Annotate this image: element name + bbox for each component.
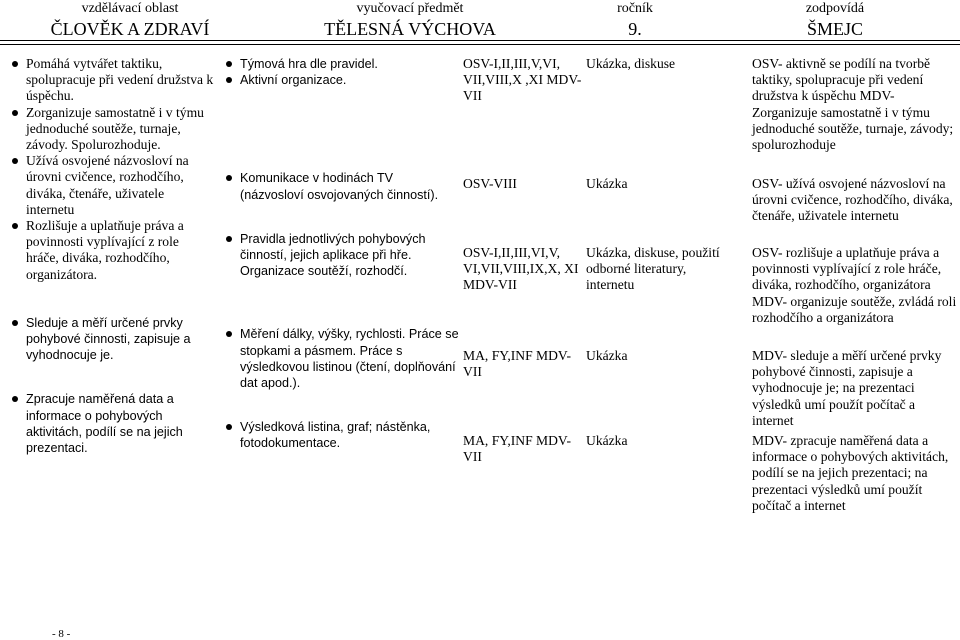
curriculum-item: Měření dálky, výšky, rychlosti. Práce se stopkami a pásmem. Práce s výsledkovou listinou (čtení, doplňování dat apod.).	[224, 326, 459, 391]
method-cell: Ukázka, diskuse	[586, 56, 676, 71]
outcome-item: Zpracuje naměřená data a informace o pohybových aktivitách, podílí se na jejich prezentaci.	[10, 391, 215, 456]
header-label-responsible: zodpovídá	[805, 1, 865, 16]
notes-cell: MDV- zpracuje naměřená data a informace o pohybových aktivitách, podílí se na jejich prezentaci; na prezentaci výsledků umí použít počítač a internet	[752, 433, 949, 513]
outcome-item: Rozlišuje a uplatňuje práva a povinnosti vyplívající z role hráče, diváka, rozhodčího, organizátora.	[10, 218, 215, 283]
themes-cell: MA, FY,INF MDV-VII	[463, 433, 572, 465]
outcome-item: Sleduje a měří určené prvky pohybové činnosti, zapisuje a vyhodnocuje je.	[10, 315, 215, 364]
method-cell: Ukázka	[586, 433, 628, 448]
curriculum-item: Týmová hra dle pravidel.	[224, 56, 459, 72]
notes-cell: OSV- užívá osvojené názvosloví na úrovni cvičence, rozhodčího, diváka, čtenáře, uživatele internetu	[752, 176, 953, 224]
notes-cell: OSV- rozlišuje a uplatňuje práva a povinnosti vyplívající z role hráče, diváka, rozhodčího, organizátora MDV- organizuje soutěže, zvládá roli rozhodčího a organizátora	[752, 245, 957, 325]
outcome-item: Zorganizuje samostatně i v týmu jednoduché soutěže, turnaje, závody. Spolurozhoduje.	[10, 105, 215, 154]
method-cell: Ukázka, diskuse, použití odborné literatury, internetu	[586, 245, 720, 293]
method-cell: Ukázka	[586, 348, 628, 363]
outcomes-column	[10, 56, 215, 456]
header-labels-row	[0, 0, 960, 18]
notes-cell: MDV- sleduje a měří určené prvky pohybové činnosti, zapisuje a vyhodnocuje je; na prezentaci výsledků umí použít počítač a internet	[752, 348, 942, 428]
header-divider-bottom	[0, 44, 960, 45]
header-value-grade: 9.	[628, 19, 642, 39]
curriculum-item: Aktivní organizace.	[224, 72, 459, 88]
method-cell: Ukázka	[586, 176, 628, 191]
outcome-item: Užívá osvojené názvosloví na úrovni cvičence, rozhodčího, diváka, čtenáře, uživatele internetu	[10, 153, 215, 218]
outcome-item: Pomáhá vytvářet taktiku, spolupracuje při vedení družstva k úspěchu.	[10, 56, 215, 105]
header-value-responsible: ŠMEJC	[806, 19, 864, 39]
themes-cell: OSV-I,II,III,VI,V, VI,VII,VIII,IX,X, XI MDV-VII	[463, 245, 579, 293]
themes-cell: OSV-VIII	[463, 176, 517, 191]
header-label-subject: vyučovací předmět	[356, 1, 464, 16]
curriculum-column	[224, 56, 459, 452]
curriculum-item: Výsledková listina, graf; nástěnka, fotodokumentace.	[224, 419, 459, 451]
curriculum-item: Komunikace v hodinách TV (názvosloví osvojovaných činností).	[224, 170, 459, 202]
header-divider-top	[0, 40, 960, 41]
notes-cell: OSV- aktivně se podílí na tvorbě taktiky, spolupracuje při vedení družstva k úspěchu MDV- Zorganizuje samostatně i v týmu jednoduché soutěže, turnaje, závody; spolurozhoduje	[752, 56, 954, 153]
page-number: - 8 -	[52, 628, 71, 640]
header-label-grade: ročník	[617, 1, 653, 16]
header-label-area: vzdělávací oblast	[81, 1, 179, 16]
themes-cell: OSV-I,II,III,V,VI, VII,VIII,X ,XI MDV-VII	[463, 56, 582, 104]
header-value-subject: TĚLESNÁ VÝCHOVA	[324, 19, 496, 39]
themes-cell: MA, FY,INF MDV-VII	[463, 348, 572, 380]
header-value-area: ČLOVĚK A ZDRAVÍ	[50, 19, 210, 39]
header-values-row	[0, 18, 960, 40]
curriculum-item: Pravidla jednotlivých pohybových činností, jejich aplikace při hře. Organizace soutěží, rozhodčí.	[224, 231, 459, 280]
